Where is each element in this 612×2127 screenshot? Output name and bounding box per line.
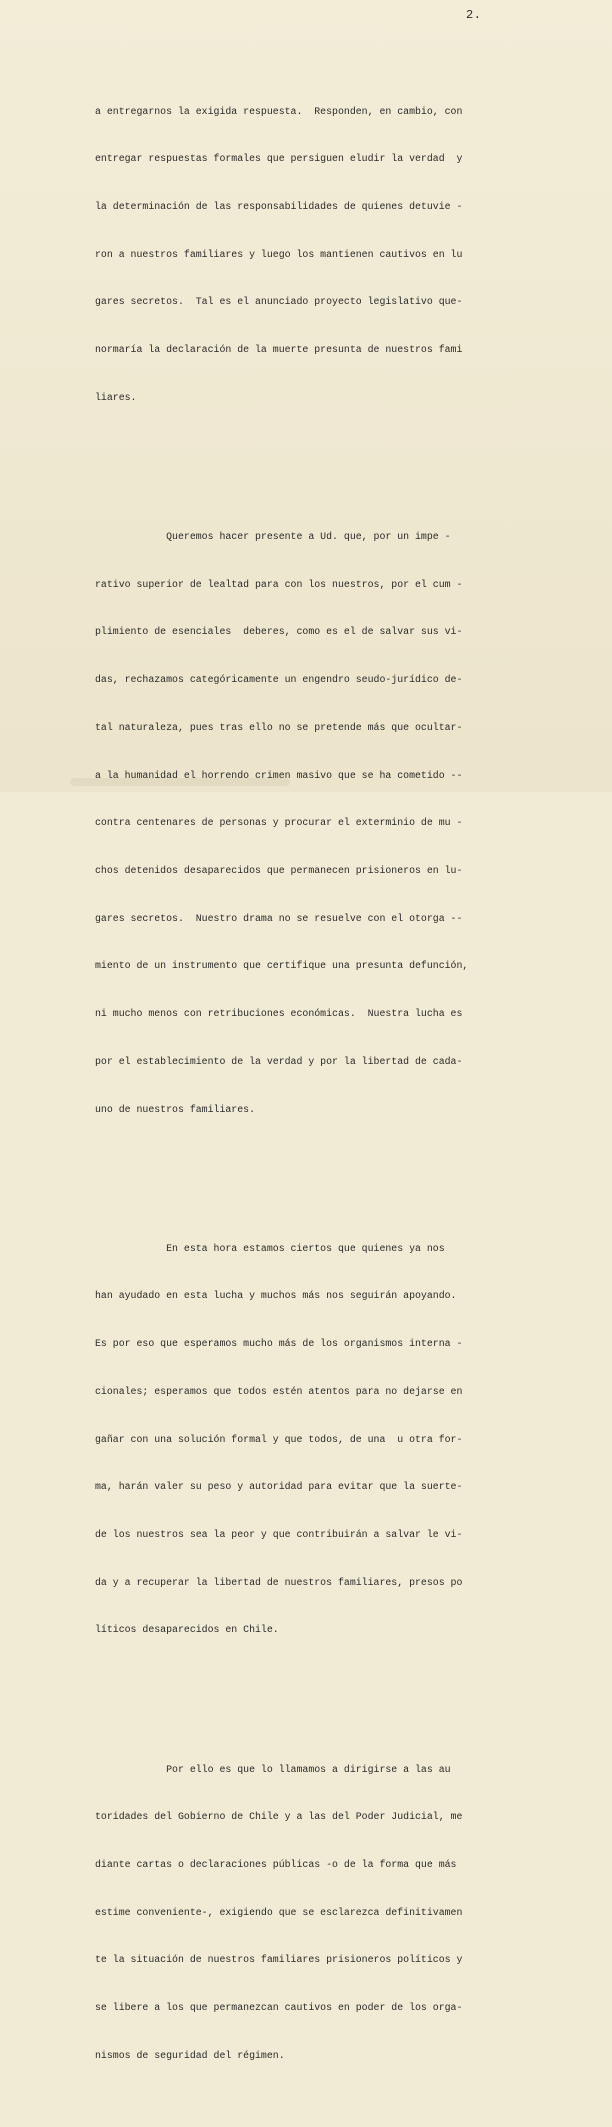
text-line: estime conveniente-, exigiendo que se esclarezca definitivamen bbox=[95, 1906, 463, 1918]
text-line: han ayudado en esta lucha y muchos más nos seguirán apoyando. bbox=[95, 1290, 457, 1302]
text-line: de los nuestros sea la peor y que contribuirán a salvar le vi- bbox=[95, 1528, 463, 1540]
text-line: Por ello es que lo llamamos a dirigirse a las au bbox=[95, 1763, 451, 1775]
text-line: entregar respuestas formales que persiguen eludir la verdad y bbox=[95, 153, 463, 165]
text-line: líticos desaparecidos en Chile. bbox=[95, 1624, 279, 1636]
text-line: normaría la declaración de la muerte presunta de nuestros fami bbox=[95, 344, 463, 356]
text-line: tal naturaleza, pues tras ello no se pretende más que ocultar- bbox=[95, 721, 463, 733]
text-line: En esta hora estamos ciertos que quienes ya nos bbox=[95, 1242, 445, 1254]
text-line: por el establecimiento de la verdad y por la libertad de cada- bbox=[95, 1055, 463, 1067]
text-line: te la situación de nuestros familiares prisioneros políticos y bbox=[95, 1954, 463, 1966]
paragraph-4 bbox=[95, 1730, 505, 2096]
text-line: la determinación de las responsabilidades de quienes detuvie - bbox=[95, 201, 463, 213]
page-number: 2. bbox=[466, 8, 482, 22]
text-line: ma, harán valer su peso y autoridad para evitar que la suerte- bbox=[95, 1481, 463, 1493]
text-line: a la humanidad el horrendo crimen masivo que se ha cometido -- bbox=[95, 769, 463, 781]
paper-smudge bbox=[70, 778, 290, 786]
text-line: Queremos hacer presente a Ud. que, por un impe - bbox=[95, 531, 451, 543]
text-line: ni mucho menos con retribuciones económicas. Nuestra lucha es bbox=[95, 1008, 463, 1020]
paragraph-3 bbox=[95, 1209, 505, 1670]
text-line: miento de un instrumento que certifique una presunta defunción, bbox=[95, 960, 469, 972]
text-line: uno de nuestros familiares. bbox=[95, 1103, 256, 1115]
text-line: a entregarnos la exigida respuesta. Responden, en cambio, con bbox=[95, 105, 463, 117]
text-line: Es por eso que esperamos mucho más de los organismos interna - bbox=[95, 1338, 463, 1350]
text-line: gares secretos. Nuestro drama no se resuelve con el otorga -- bbox=[95, 912, 463, 924]
text-line: liares. bbox=[95, 391, 137, 403]
text-line: das, rechazamos categóricamente un engendro seudo-jurídico de- bbox=[95, 674, 463, 686]
text-line: nismos de seguridad del régimen. bbox=[95, 2049, 285, 2061]
text-line: gañar con una solución formal y que todos, de una u otra for- bbox=[95, 1433, 463, 1445]
text-line: rativo superior de lealtad para con los nuestros, por el cum - bbox=[95, 578, 463, 590]
text-line: gares secretos. Tal es el anunciado proyecto legislativo que- bbox=[95, 296, 463, 308]
text-line: chos detenidos desaparecidos que permanecen prisioneros en lu- bbox=[95, 865, 463, 876]
paragraph-1 bbox=[95, 72, 505, 438]
text-line: ron a nuestros familiares y luego los mantienen cautivos en lu bbox=[95, 248, 463, 260]
letter-body bbox=[95, 40, 505, 2127]
text-line: contra centenares de personas y procurar el exterminio de mu - bbox=[95, 817, 463, 829]
text-line: diante cartas o declaraciones públicas -o de la forma que más bbox=[95, 1859, 457, 1871]
text-line: plimiento de esenciales deberes, como es el de salvar sus vi- bbox=[95, 626, 463, 638]
text-line: cionales; esperamos que todos estén atentos para no dejarse en bbox=[95, 1385, 463, 1397]
text-line: da y a recuperar la libertad de nuestros familiares, presos po bbox=[95, 1576, 463, 1588]
text-line: toridades del Gobierno de Chile y a las del Poder Judicial, me bbox=[95, 1811, 463, 1823]
text-line: se libere a los que permanezcan cautivos en poder de los orga- bbox=[95, 2002, 463, 2014]
paragraph-2 bbox=[95, 497, 505, 1149]
